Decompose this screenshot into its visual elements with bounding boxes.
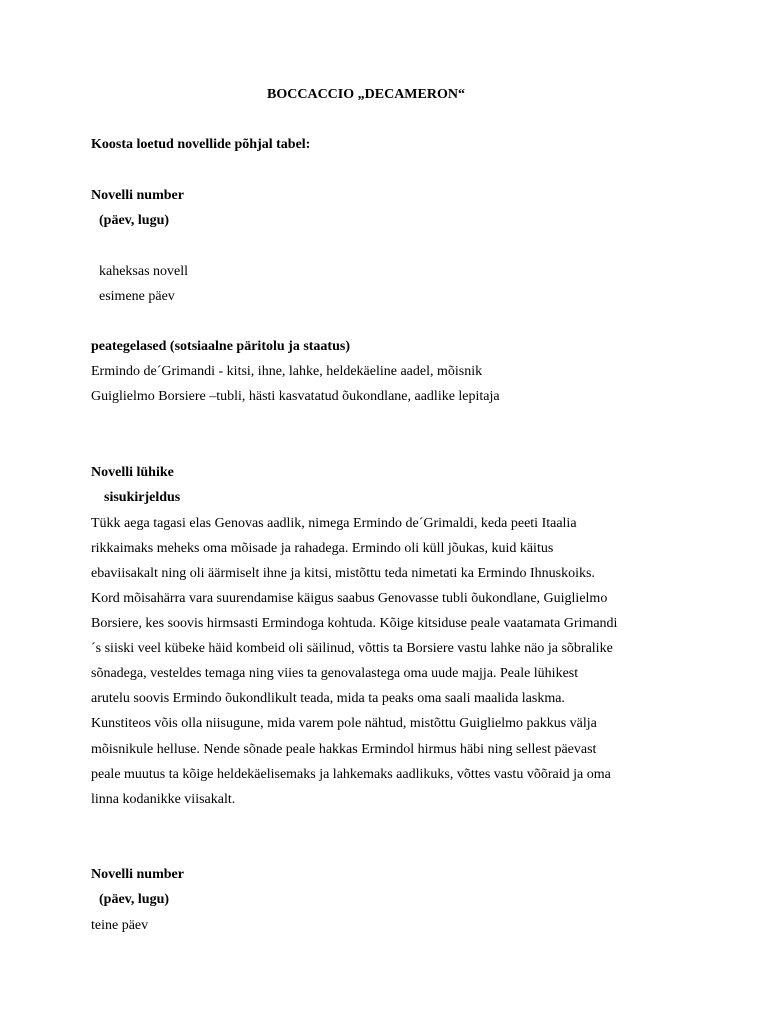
section1-story-number: kaheksas novell xyxy=(99,264,189,279)
summary-line: ebaviisakalt ning oli äärmiselt ihne ja kitsi, mistõttu teda nimetati ka Ermindo Ihnuskoiks. xyxy=(91,566,595,581)
summary-line: ´s siiski veel kübeke häid kombeid oli säilinud, võttis ta Borsiere vastu lahke näo ja sõbralike xyxy=(91,641,613,656)
section2-number-heading: Novelli number xyxy=(91,867,184,882)
summary-line: Kunstiteos võis olla niisugune, mida varem pole nähtud, mistõttu Guiglielmo pakkus välja xyxy=(91,716,597,731)
summary-line: mõisnikule helluse. Nende sõnade peale hakkas Ermindol hirmus häbi ning sellest päevast xyxy=(91,742,597,757)
character-line: Guiglielmo Borsiere –tubli, hästi kasvatatud õukondlane, aadlike lepitaja xyxy=(91,389,500,404)
summary-line: Tükk aega tagasi elas Genovas aadlik, nimega Ermindo de´Grimaldi, keda peeti Itaalia xyxy=(91,516,577,531)
summary-line: Borsiere, kes soovis hirmsasti Ermindoga kohtuda. Kõige kitsiduse peale vaatamata Grimandi xyxy=(91,616,618,631)
section1-number-heading: Novelli number xyxy=(91,188,184,203)
characters-heading: peategelased (sotsiaalne päritolu ja staatus) xyxy=(91,339,350,354)
section2-number-subheading: (päev, lugu) xyxy=(99,892,170,907)
summary-heading: Novelli lühike xyxy=(91,465,174,480)
summary-line: linna kodanikke viisakalt. xyxy=(91,792,236,807)
summary-line: rikkaimaks meheks oma mõisade ja rahadega. Ermindo oli küll jõukas, kuid käitus xyxy=(91,541,554,556)
summary-line: Kord mõisahärra vara suurendamise käigus saabus Genovasse tubli õukondlane, Guiglielmo xyxy=(91,591,608,606)
instruction-text: Koosta loetud novellide põhjal tabel: xyxy=(91,137,311,152)
section2-day: teine päev xyxy=(91,918,149,933)
section1-number-subheading: (päev, lugu) xyxy=(99,213,170,228)
summary-subheading: sisukirjeldus xyxy=(104,490,181,505)
summary-line: peale muutus ta kõige heldekäelisemaks ja lahkemaks aadlikuks, võttes vastu võõraid ja oma xyxy=(91,767,611,782)
summary-line: arutelu soovis Ermindo õukondlikult teada, mida ta peaks oma saali maalida laskma. xyxy=(91,691,565,706)
summary-line: sõnadega, vesteldes temaga ning viies ta genovalastega oma uude majja. Peale lühikest xyxy=(91,666,579,681)
character-line: Ermindo de´Grimandi - kitsi, ihne, lahke, heldekäeline aadel, mõisnik xyxy=(91,364,483,379)
document-title: BOCCACCIO „DECAMERON“ xyxy=(267,87,465,102)
section1-day: esimene päev xyxy=(99,289,175,304)
